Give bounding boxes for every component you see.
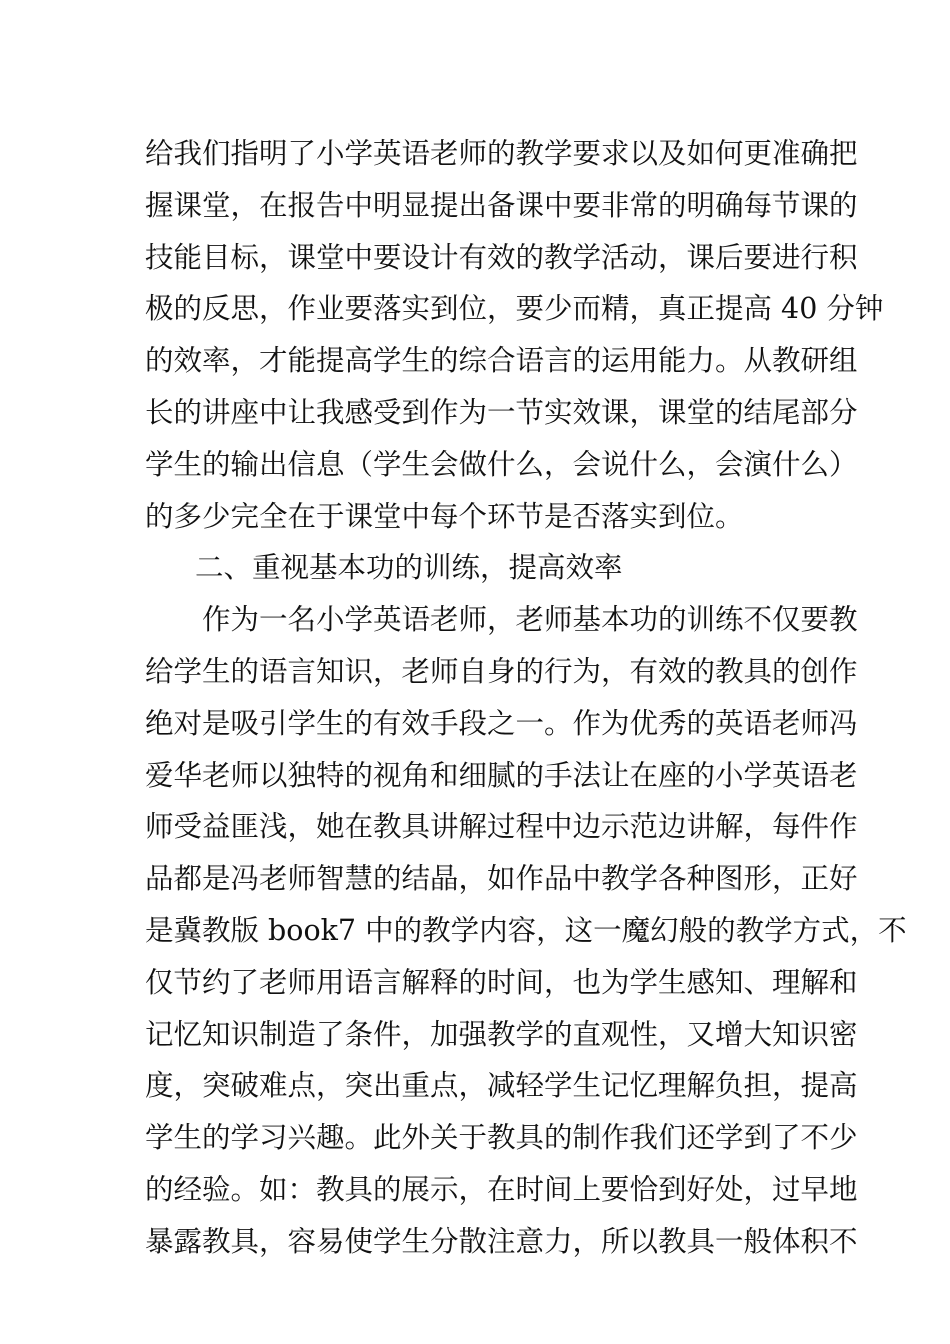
body-line: 技能目标，课堂中要设计有效的教学活动，课后要进行积 [145, 240, 858, 274]
section-heading: 二、重视基本功的训练，提高效率 [195, 551, 623, 585]
body-line: 记忆知识制造了条件，加强教学的直观性，又增大知识密 [145, 1017, 858, 1051]
body-line: 的多少完全在于课堂中每个环节是否落实到位。 [145, 499, 744, 533]
body-line: 极的反思，作业要落实到位，要少而精，真正提高 40 分钟 [145, 292, 884, 326]
document-body [145, 128, 907, 1268]
body-line: 的效率，才能提高学生的综合语言的运用能力。从教研组 [145, 344, 858, 378]
body-line: 爱华老师以独特的视角和细腻的手法让在座的小学英语老 [145, 758, 858, 792]
body-line: 是冀教版 book7 中的教学内容，这一魔幻般的教学方式，不 [145, 913, 907, 947]
body-line: 握课堂，在报告中明显提出备课中要非常的明确每节课的 [145, 188, 858, 222]
body-line: 品都是冯老师智慧的结晶，如作品中教学各种图形，正好 [145, 862, 858, 896]
body-line: 长的讲座中让我感受到作为一节实效课，课堂的结尾部分 [145, 395, 858, 429]
body-line: 的经验。如：教具的展示，在时间上要恰到好处，过早地 [145, 1172, 858, 1206]
body-line: 学生的学习兴趣。此外关于教具的制作我们还学到了不少 [145, 1121, 858, 1155]
body-line: 给我们指明了小学英语老师的教学要求以及如何更准确把 [145, 137, 858, 170]
body-line: 给学生的语言知识，老师自身的行为，有效的教具的创作 [145, 654, 858, 688]
body-line: 学生的输出信息（学生会做什么，会说什么，会演什么） [145, 447, 858, 481]
body-line: 暴露教具，容易使学生分散注意力，所以教具一般体积不 [145, 1224, 858, 1258]
body-line: 仅节约了老师用语言解释的时间，也为学生感知、理解和 [145, 965, 858, 999]
body-line: 作为一名小学英语老师，老师基本功的训练不仅要教 [202, 603, 858, 637]
body-line: 度，突破难点，突出重点，减轻学生记忆理解负担，提高 [145, 1069, 858, 1103]
body-line: 绝对是吸引学生的有效手段之一。作为优秀的英语老师冯 [145, 706, 858, 740]
body-line: 师受益匪浅，她在教具讲解过程中边示范边讲解，每件作 [145, 810, 858, 844]
